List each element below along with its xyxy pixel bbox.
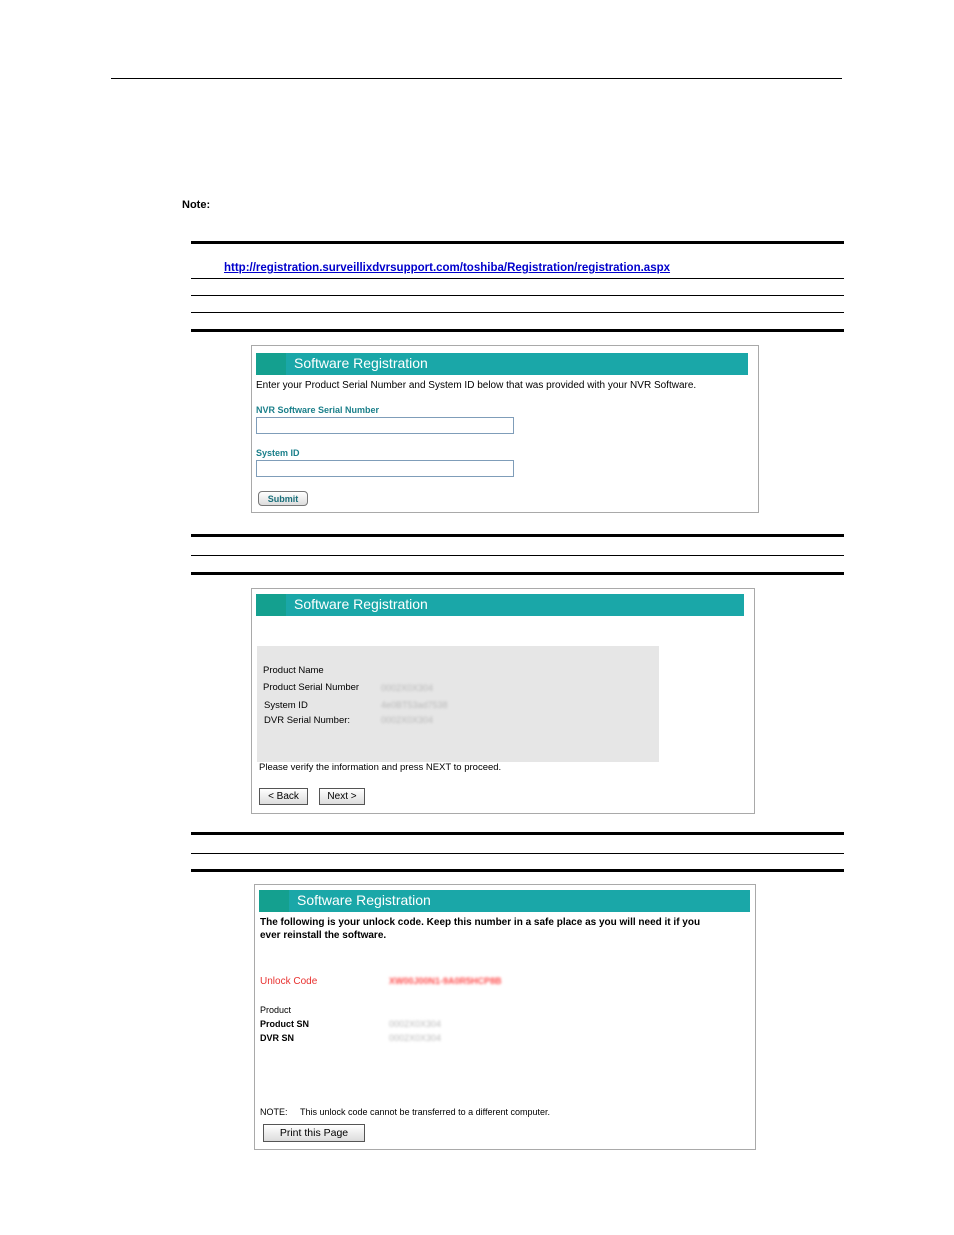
- note-label: NOTE:: [260, 1107, 288, 1117]
- field-value: 0002X0X304: [381, 715, 434, 725]
- table-rule: [191, 534, 844, 537]
- system-id-label: System ID: [256, 448, 300, 458]
- field-label: System ID: [264, 700, 308, 711]
- page-top-rule: [111, 78, 842, 79]
- table-rule: [191, 869, 844, 872]
- table-rule: [191, 853, 844, 854]
- verify-text: Please verify the information and press NEXT to proceed.: [259, 762, 502, 773]
- registration-link[interactable]: http://registration.surveillixdvrsupport.com/toshiba/Registration/registration.aspx: [224, 262, 671, 274]
- panel-header: [259, 890, 750, 912]
- note-text: This unlock code cannot be transferred to a different computer.: [300, 1107, 550, 1117]
- table-rule: [191, 295, 844, 296]
- unlock-code-panel: [254, 884, 756, 1150]
- verify-info-panel: [251, 588, 755, 814]
- panel-header: [256, 353, 748, 375]
- back-button[interactable]: < Back: [259, 788, 308, 805]
- table-rule: [191, 555, 844, 556]
- field-label: Product Serial Number: [263, 682, 360, 693]
- panel-title: Software Registration: [297, 892, 431, 908]
- field-value: 0002X0X304: [381, 683, 434, 693]
- serial-number-input[interactable]: [256, 417, 514, 434]
- panel-header: [256, 594, 744, 616]
- panel-title: Software Registration: [294, 355, 428, 371]
- next-button[interactable]: Next >: [319, 788, 365, 805]
- note-label: Note:: [182, 199, 211, 211]
- table-rule: [191, 329, 844, 332]
- unlock-code-value: XW00J00N1-9A0R5HCP8B: [389, 976, 502, 986]
- print-page-button[interactable]: Print this Page: [263, 1124, 365, 1142]
- table-rule: [191, 278, 844, 279]
- field-label: Product Name: [263, 665, 324, 676]
- field-label: DVR Serial Number:: [264, 715, 351, 726]
- field-value: 0002X0X304: [389, 1019, 442, 1029]
- intro-text-line2: ever reinstall the software.: [260, 930, 387, 941]
- registration-form-panel: [251, 345, 759, 513]
- field-value: 4e0BT53ad7538: [381, 700, 448, 710]
- table-rule: [191, 572, 844, 575]
- field-label: Product: [260, 1005, 292, 1015]
- field-label: Product SN: [260, 1019, 310, 1029]
- serial-number-label: NVR Software Serial Number: [256, 405, 380, 415]
- unlock-code-label: Unlock Code: [260, 976, 318, 987]
- submit-button[interactable]: Submit: [258, 491, 308, 506]
- field-label: DVR SN: [260, 1033, 295, 1043]
- panel-title: Software Registration: [294, 596, 428, 612]
- table-rule: [191, 312, 844, 313]
- table-rule: [191, 241, 844, 244]
- system-id-input[interactable]: [256, 460, 514, 477]
- intro-text-line1: The following is your unlock code. Keep this number in a safe place as you will need it if you: [260, 917, 701, 928]
- info-box: [257, 646, 659, 762]
- instruction-text: Enter your Product Serial Number and System ID below that was provided with your NVR Software.: [256, 380, 697, 391]
- field-value: 0002X0X304: [389, 1033, 442, 1043]
- table-rule: [191, 832, 844, 835]
